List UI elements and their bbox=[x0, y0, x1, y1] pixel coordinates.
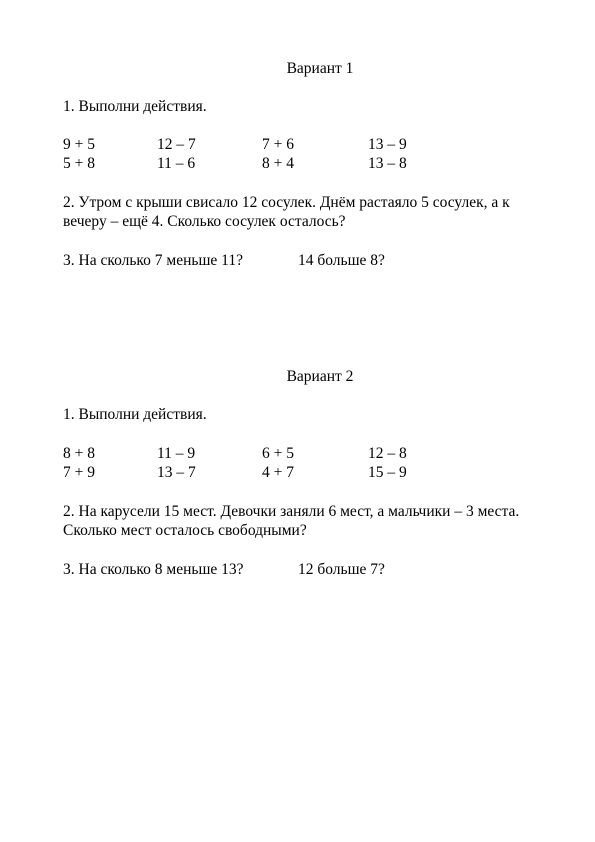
expression: 13 – 7 bbox=[157, 464, 196, 481]
variant-1-task-2-line-2: вечеру – ещё 4. Сколько сосулек осталось? bbox=[63, 213, 346, 230]
expression: 8 + 8 bbox=[63, 445, 95, 462]
variant-1-title: Вариант 1 bbox=[286, 60, 354, 77]
variant-1-task-3-part-2: 14 больше 8? bbox=[298, 252, 385, 269]
expression: 15 – 9 bbox=[368, 464, 407, 481]
variant-2-task-2-line-1: 2. На карусели 15 мест. Девочки заняли 6 мест, а мальчики – 3 места. bbox=[63, 503, 520, 520]
expression: 11 – 9 bbox=[157, 445, 196, 462]
variant-2-title: Вариант 2 bbox=[286, 368, 354, 385]
expression: 6 + 5 bbox=[262, 445, 294, 462]
expression: 11 – 6 bbox=[157, 155, 196, 172]
expression: 12 – 7 bbox=[157, 136, 196, 153]
expression: 13 – 8 bbox=[368, 155, 407, 172]
expression: 7 + 6 bbox=[262, 136, 294, 153]
variant-1-task-2-line-1: 2. Утром с крыши свисало 12 сосулек. Днём растаяло 5 сосулек, а к bbox=[63, 194, 510, 211]
variant-2-task-3-part-1: 3. На сколько 8 меньше 13? bbox=[63, 561, 244, 578]
expression: 7 + 9 bbox=[63, 464, 95, 481]
expression: 5 + 8 bbox=[63, 155, 95, 172]
expression: 8 + 4 bbox=[262, 155, 294, 172]
variant-2-task-1-label: 1. Выполни действия. bbox=[63, 406, 207, 423]
variant-2-task-2-line-2: Сколько мест осталось свободными? bbox=[63, 522, 307, 539]
expression: 4 + 7 bbox=[262, 464, 294, 481]
expression: 9 + 5 bbox=[63, 136, 95, 153]
expression: 12 – 8 bbox=[368, 445, 407, 462]
expression: 13 – 9 bbox=[368, 136, 407, 153]
variant-1-task-3-part-1: 3. На сколько 7 меньше 11? bbox=[63, 252, 243, 269]
variant-1-task-1-label: 1. Выполни действия. bbox=[63, 98, 207, 115]
variant-2-task-3-part-2: 12 больше 7? bbox=[298, 561, 385, 578]
